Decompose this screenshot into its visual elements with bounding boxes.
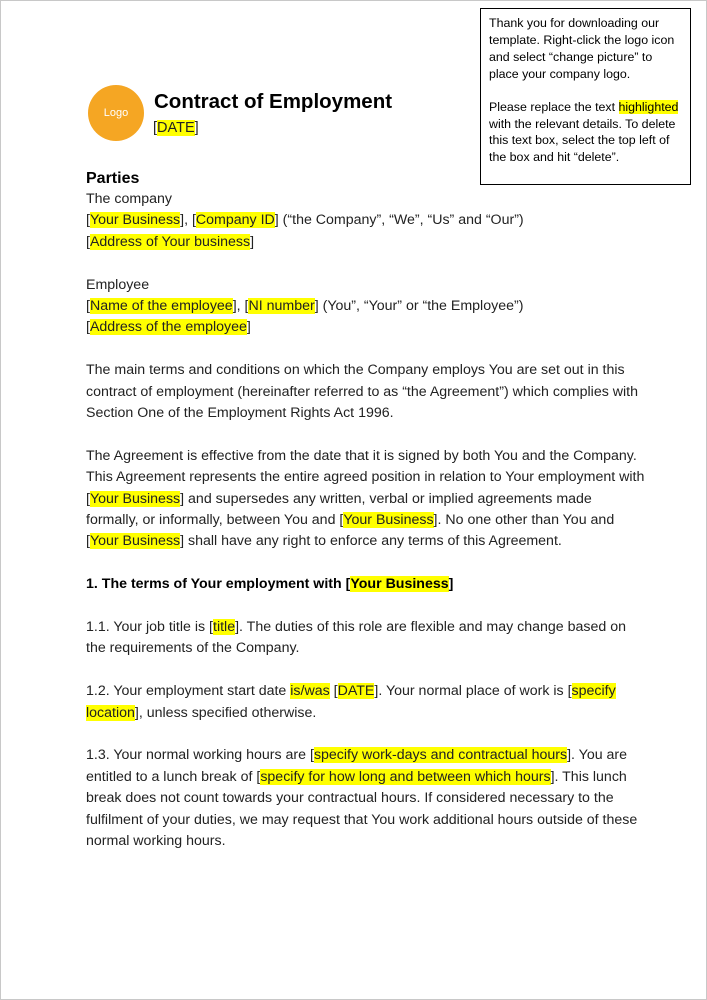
- instructions-text-1: Thank you for downloading our template. Right-click the logo icon and select “change picture” to place your company logo.: [489, 16, 675, 81]
- clause-1-2: 1.2. Your employment start date is/was [DATE]. Your normal place of work is [specify location], unless specified otherwise.: [86, 683, 616, 721]
- clause-1-2-text-a: 1.2. Your employment start date: [86, 683, 291, 700]
- company-address-line: [Address of Your business]: [86, 233, 255, 250]
- company-aliases: (“the Company”, “We”, “Us” and “Our”): [278, 212, 524, 229]
- intro-p2-text-d: shall have any right to enforce any terms of this Agreement.: [184, 533, 562, 550]
- instructions-highlight-word: highlighted: [618, 99, 679, 114]
- section-1-heading-text: 1. The terms of Your employment with: [86, 576, 346, 593]
- company-line: [Your Business], [Company ID] (“the Company”, “We”, “Us” and “Our”): [86, 212, 524, 229]
- employee-label: Employee: [86, 276, 150, 293]
- instructions-text-box[interactable]: [480, 8, 691, 185]
- your-business-placeholder[interactable]: Your Business: [89, 533, 181, 550]
- clause-1-2-text-c: , unless specified otherwise.: [138, 704, 317, 721]
- employee-address-line: [Address of the employee]: [86, 319, 251, 336]
- clause-1-2-text-b: . Your normal place of work is: [378, 683, 568, 700]
- date-placeholder[interactable]: DATE: [157, 120, 195, 136]
- company-label: The company: [86, 191, 172, 207]
- logo-label: Logo: [103, 107, 129, 119]
- employee-address-placeholder[interactable]: Address of the employee: [89, 319, 247, 336]
- clause-1-3: 1.3. Your normal working hours are [specify work-days and contractual hours]. You are entitled to a lunch break of [specify for how long and between which hours]. This lunch break does not count towards your contractual hours. If considered necessary to the fulfilment of your duties, we may request that You work additional hours outside of these normal working hours.: [86, 747, 638, 850]
- employee-aliases: (You”, “Your” or “the Employee”): [318, 298, 524, 315]
- location-placeholder[interactable]: specify location: [86, 683, 616, 721]
- your-business-placeholder[interactable]: Your Business: [89, 490, 181, 507]
- company-id-placeholder[interactable]: Company ID: [195, 212, 275, 229]
- clause-1-1-text-b: . The duties of this role are flexible and may change based on the requirements of the Company.: [86, 619, 627, 657]
- company-logo-placeholder[interactable]: [88, 85, 144, 141]
- start-date-placeholder[interactable]: DATE: [337, 683, 375, 700]
- intro-paragraph-2: The Agreement is effective from the date that it is signed by both You and the Company. This Agreement represents the entire agreed position in relation to Your employment with [Your Business] and supersedes any written, verbal or implied agreements made formally, or informally, between You and [Your Business]. No one other than You and [Your Business] shall have any right to enforce any terms of this Agreement.: [86, 447, 645, 550]
- your-business-placeholder[interactable]: Your Business: [343, 512, 434, 529]
- clause-1-3-text-b: . You are entitled to a lunch break of: [86, 747, 628, 785]
- intro-p2-text-a: The Agreement is effective from the date that it is signed by both You and the Company. This Agreement represents the entire agreed position in relation to Your employment with: [86, 447, 645, 486]
- instructions-text-2a: Please replace the text: [489, 99, 619, 114]
- clause-1-1-text-a: 1.1. Your job title is: [86, 619, 210, 636]
- clause-1-3-text-a: 1.3. Your normal working hours are: [86, 747, 310, 764]
- clause-1-3-text-c: . This lunch break does not count towards your contractual hours. If considered necessary to the fulfilment of your duties, we may request that You work additional hours outside of these normal working hours.: [86, 768, 638, 850]
- employee-name-placeholder[interactable]: Name of the employee: [89, 298, 233, 315]
- your-business-placeholder[interactable]: Your Business: [350, 576, 449, 593]
- working-hours-placeholder[interactable]: specify work-days and contractual hours: [313, 747, 568, 764]
- ni-number-placeholder[interactable]: NI number: [248, 298, 315, 315]
- instructions-paragraph-2: [489, 99, 682, 167]
- intro-p2-text-c: . No one other than You and: [437, 512, 615, 529]
- parties-heading: Parties: [86, 170, 140, 187]
- document-body: [86, 168, 646, 852]
- intro-paragraph-1: The main terms and conditions on which the Company employs You are set out in this contract of employment (hereinafter referred to as “the Agreement”) which complies with Section One of the Employment Rights Act 1996.: [86, 362, 638, 422]
- your-business-placeholder[interactable]: Your Business: [89, 212, 181, 229]
- instructions-text-2b: with the relevant details. To delete this text box, select the top left of the box and hit “delete”.: [489, 116, 676, 165]
- document-date: [DATE]: [153, 120, 199, 136]
- employee-line: [Name of the employee], [NI number] (You”, “Your” or “the Employee”): [86, 298, 524, 315]
- lunch-break-placeholder[interactable]: specify for how long and between which hours: [260, 768, 551, 785]
- instructions-paragraph-1: [489, 15, 682, 83]
- intro-p2-text-b: and supersedes any written, verbal or implied agreements made formally, or informally, between You and: [86, 490, 592, 529]
- clause-1-1: 1.1. Your job title is [title]. The duties of this role are flexible and may change based on the requirements of the Company.: [86, 619, 627, 657]
- document-title: Contract of Employment: [154, 90, 393, 113]
- job-title-placeholder[interactable]: title: [213, 619, 236, 636]
- is-was-placeholder[interactable]: is/was: [290, 683, 330, 700]
- section-1-heading: 1. The terms of Your employment with [Your Business]: [86, 576, 454, 593]
- company-address-placeholder[interactable]: Address of Your business: [89, 233, 251, 250]
